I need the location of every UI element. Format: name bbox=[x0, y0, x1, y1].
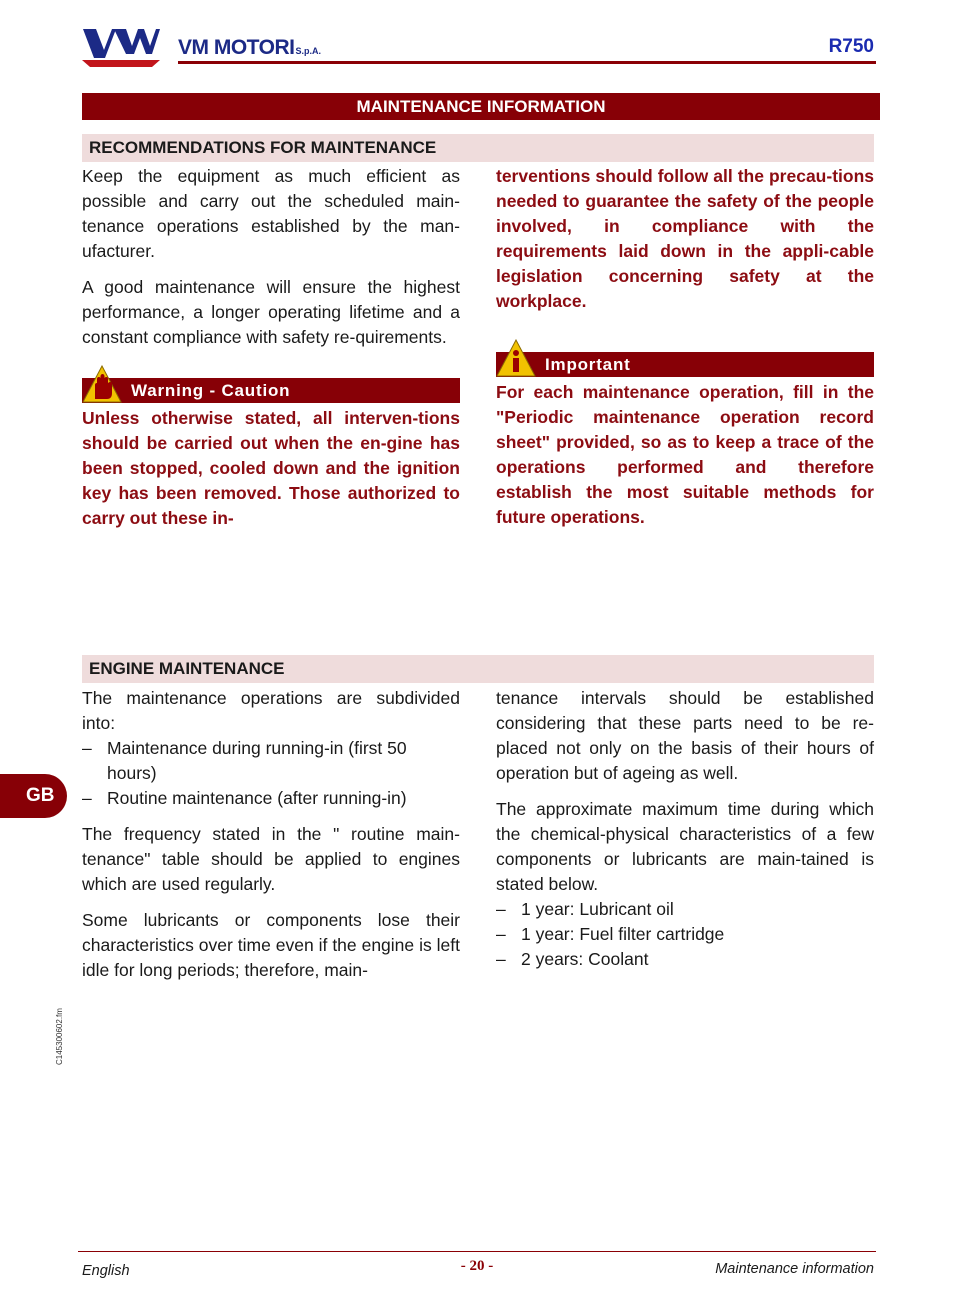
warning-caution-label: Warning - Caution bbox=[131, 381, 291, 400]
page-number: - 20 - bbox=[460, 1258, 494, 1274]
max-time-paragraph: The approximate maximum time during which the chemical-physical characteristics of a few components or lubricants are main-tained is stated below. bbox=[496, 799, 874, 894]
brand-suffix: S.p.A. bbox=[295, 46, 321, 56]
lubricants-paragraph: Some lubricants or components lose their characteristics over time even if the engine is left idle for long periods; therefore, main- bbox=[82, 910, 460, 980]
engine-maintenance-right-column bbox=[496, 686, 874, 983]
language-tab: GB bbox=[0, 774, 67, 818]
recommendations-paragraph-2: A good maintenance will ensure the highest performance, a longer operating lifetime and a constant compliance with safety re-quirements. bbox=[82, 277, 460, 347]
engine-maintenance-heading: ENGINE MAINTENANCE bbox=[82, 655, 874, 683]
footer-section: Maintenance information bbox=[715, 1261, 874, 1277]
brand-name: VM MOTORIS.p.A. bbox=[178, 36, 321, 59]
lubricants-paragraph-continued: tenance intervals should be established considering that these parts need to be re-placed not only on the basis of their hours of operation but of ageing as well. bbox=[496, 688, 874, 783]
list-item: – Maintenance during running-in (first 50 hours) bbox=[82, 738, 407, 783]
recommendations-paragraph-1: Keep the equipment as much efficient as possible and carry out the scheduled main-tenance operations established by the man-ufacturer. bbox=[82, 166, 460, 261]
header-divider bbox=[178, 61, 876, 64]
important-text: For each maintenance operation, fill in the "Periodic maintenance operation record sheet" provided, so as to keep a trace of the operations performed and therefore establish the most suitable methods for future operations. bbox=[496, 382, 874, 527]
stop-hand-warning-icon bbox=[82, 365, 122, 403]
subdivision-intro: The maintenance operations are subdivided into: bbox=[82, 688, 460, 733]
list-item: – 2 years: Coolant bbox=[496, 949, 649, 969]
section-title: MAINTENANCE INFORMATION bbox=[82, 93, 880, 120]
file-code: C145300602.fm bbox=[55, 1008, 64, 1065]
footer-divider bbox=[78, 1251, 876, 1252]
important-label: Important bbox=[545, 355, 631, 374]
vm-motori-logo bbox=[80, 26, 162, 68]
important-banner bbox=[496, 352, 874, 377]
frequency-paragraph: The frequency stated in the " routine main-tenance" table should be applied to engines which are used regularly. bbox=[82, 824, 460, 894]
list-item: – 1 year: Fuel filter cartridge bbox=[496, 924, 725, 944]
info-warning-icon bbox=[496, 339, 536, 377]
recommendations-right-column bbox=[496, 164, 874, 541]
model-code: R750 bbox=[828, 36, 874, 57]
warning-caution-text: Unless otherwise stated, all interven-tions should be carried out when the en-gine has been stopped, cooled down and the ignition key has been removed. Those authorized to carry out these in- bbox=[82, 408, 460, 528]
engine-maintenance-left-column bbox=[82, 686, 460, 994]
recommendations-left-column bbox=[82, 164, 460, 542]
subdivision-list bbox=[82, 736, 460, 811]
warning-caution-text-continued: terventions should follow all the precau-tions needed to guarantee the safety of the people involved, in compliance with the requirements laid down in the appli-cable legislation concerning safety at the workplace. bbox=[496, 166, 874, 311]
footer-language: English bbox=[82, 1263, 130, 1279]
component-lifetime-list bbox=[496, 897, 874, 972]
list-item: – Routine maintenance (after running-in) bbox=[82, 788, 407, 808]
list-item: – 1 year: Lubricant oil bbox=[496, 899, 674, 919]
warning-caution-banner bbox=[82, 378, 460, 403]
recommendations-heading: RECOMMENDATIONS FOR MAINTENANCE bbox=[82, 134, 874, 162]
